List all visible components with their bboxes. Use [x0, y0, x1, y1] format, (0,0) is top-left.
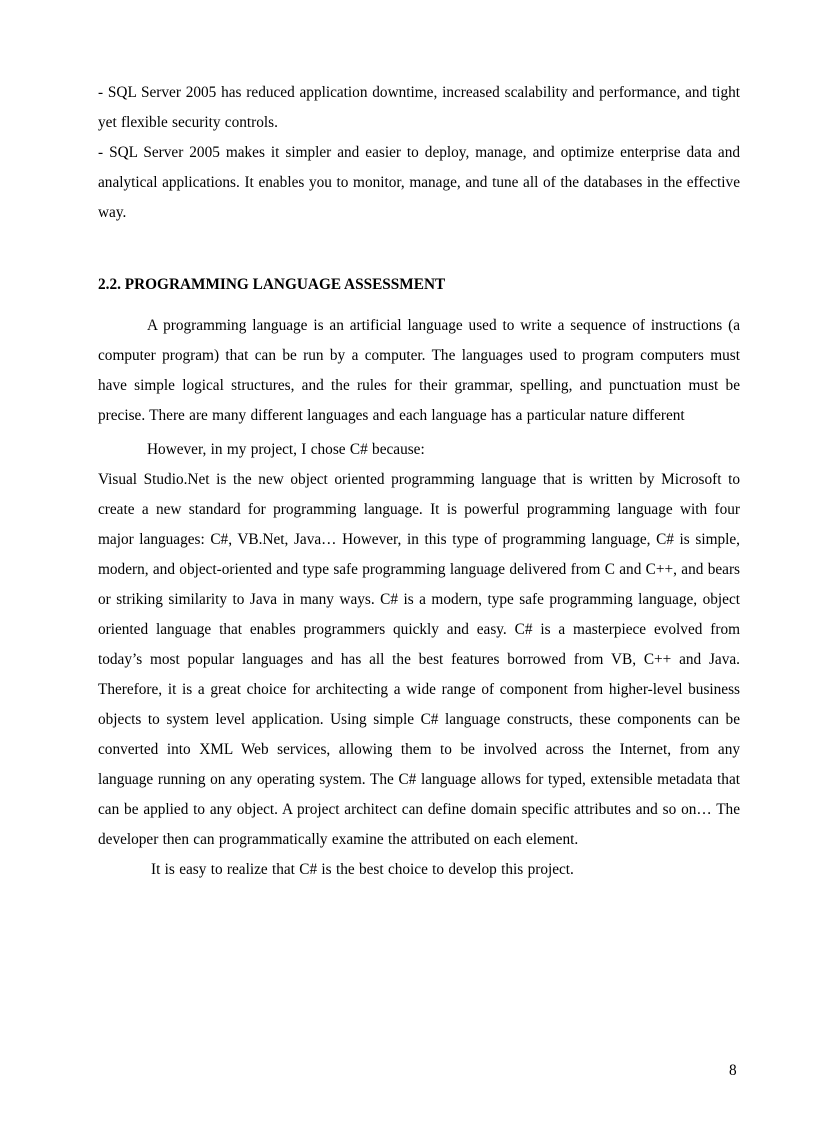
main-paragraph: Visual Studio.Net is the new object oriented programming language that is written by Microsoft to create a new standard for programming language. It is powerful programming language with four major languages: C#, VB.Net, Java… However, in this type of programming language, C# is simple, modern, and object-oriented and type safe programming language delivered from C and C++, and bears or striking similarity to Java in many ways. C# is a modern, type safe programming language, object oriented language that enables programmers quickly and easy. C# is a masterpiece evolved from today’s most popular languages and has all the best features borrowed from VB, C++ and Java. Therefore, it is a great choice for architecting a wide range of component from higher-level business objects to system level application. Using simple C# language constructs, these components can be converted into XML Web services, allowing them to be involved across the Internet, from any language running on any operating system. The C# language allows for typed, extensible metadata that can be applied to any object. A project architect can define domain specific attributes and so on… The developer then can programmatically examine the attributed on each element.	[98, 471, 740, 848]
conclusion-line: It is easy to realize that C# is the best choice to develop this project.	[151, 861, 574, 878]
document-page	[98, 78, 740, 885]
bullet-paragraph-2: - SQL Server 2005 makes it simpler and easier to deploy, manage, and optimize enterprise data and analytical applications. It enables you to monitor, manage, and tune all of the databases in the effective way.	[98, 144, 740, 221]
section-heading: 2.2. PROGRAMMING LANGUAGE ASSESSMENT	[98, 276, 446, 293]
page-number: 8	[729, 1062, 737, 1079]
choice-line: However, in my project, I chose C# because:	[147, 441, 425, 458]
intro-paragraph: A programming language is an artificial language used to write a sequence of instructions (a computer program) that can be run by a computer. The languages used to program computers must have simple logical structures, and the rules for their grammar, spelling, and punctuation must be precise. There are many different languages and each language has a particular nature different	[98, 317, 740, 424]
bullet-paragraph-1: - SQL Server 2005 has reduced application downtime, increased scalability and performance, and tight yet flexible security controls.	[98, 84, 740, 131]
